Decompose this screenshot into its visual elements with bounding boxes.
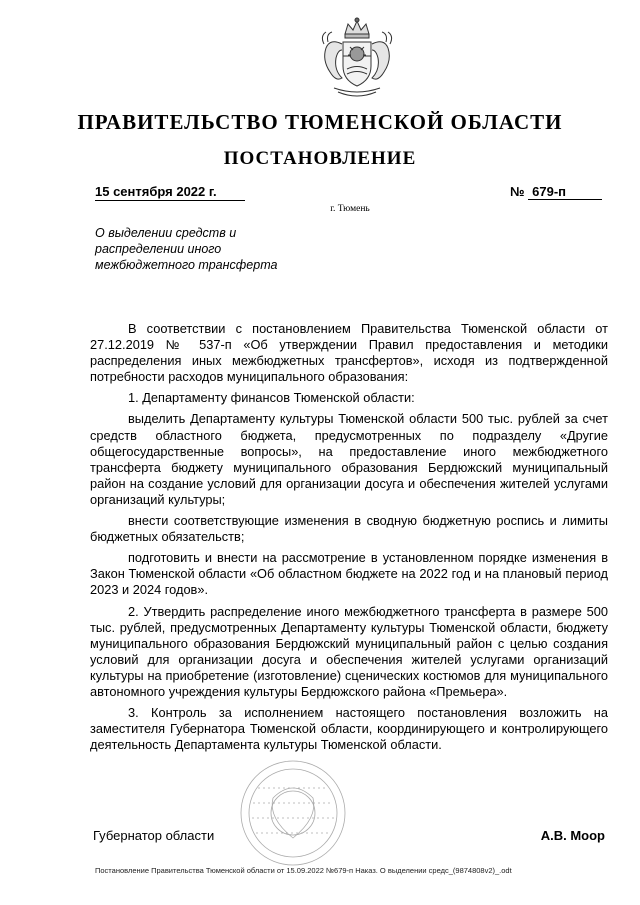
- subject-line: О выделении средств и: [95, 226, 237, 240]
- body-paragraph-preamble: В соответствии с постановлением Правительства Тюменской области от 27.12.2019 № 537-п «Об утверждении Правил предоставления и методики распределения иных межбюджетных трансфертов», исходя из подтвержденной потребности расходов муниципального образования:: [90, 321, 608, 385]
- document-footer: Постановление Правительства Тюменской области от 15.09.2022 №679-п Наказ. О выделении средс_(9874808v2)_.odt: [95, 866, 512, 875]
- body-paragraph-item-2: 2. Утвердить распределение иного межбюджетного трансферта в размере 500 тыс. рублей, предусмотренных Департаменту культуры Тюменской области, бюджету муниципального образования Бердюжский муниципальный район с целью создания условий для организации досуга и обеспечения жителей услугами организаций культуры на приобретение (изготовление) сценических костюмов для муниципального автономного учреждения культуры Бердюжского района «Премьера».: [90, 603, 608, 699]
- body-paragraph-amend-budget: внести соответствующие изменения в сводную бюджетную роспись и лимиты бюджетных обязательств;: [90, 513, 608, 545]
- document-date: 15 сентября 2022 г.: [95, 184, 245, 201]
- body-paragraph-prepare-law: подготовить и внести на рассмотрение в установленном порядке изменения в Закон Тюменской области «Об областном бюджете на 2022 год и на плановый период 2023 и 2024 годов».: [90, 550, 608, 598]
- number-value: 679-п: [528, 184, 602, 200]
- document-subject: [95, 225, 315, 273]
- signatory-name: А.В. Моор: [540, 828, 605, 843]
- official-seal-stamp: [238, 758, 348, 868]
- number-sign: №: [510, 184, 525, 199]
- signature-block: [93, 828, 605, 848]
- subject-line: межбюджетного трансферта: [95, 258, 278, 272]
- subject-line: распределении иного: [95, 242, 222, 256]
- document-city: г. Тюмень: [330, 204, 370, 214]
- body-paragraph-item-1: 1. Департаменту финансов Тюменской области:: [128, 390, 415, 406]
- body-paragraph-allocate: выделить Департаменту культуры Тюменской области 500 тыс. рублей за счет средств областного бюджета, предусмотренных по подразделу «Другие общегосударственные вопросы», на предоставление иного межбюджетного трансферта бюджету муниципального образования Бердюжский муниципальный район на создание условий для организации досуга и обеспечения жителей услугами организаций культуры;: [90, 411, 608, 507]
- document-body: [90, 321, 608, 758]
- organization-title: ПРАВИТЕЛЬСТВО ТЮМЕНСКОЙ ОБЛАСТИ: [77, 110, 563, 134]
- signatory-position: Губернатор области: [93, 828, 215, 843]
- document-type-title: ПОСТАНОВЛЕНИЕ: [223, 148, 417, 169]
- body-paragraph-item-3: 3. Контроль за исполнением настоящего постановления возложить на заместителя Губернатора Тюменской области, координирующего и контролирующего деятельность Департамента культуры Тюменской области.: [90, 705, 608, 753]
- document-number: [510, 184, 605, 200]
- coat-of-arms-emblem: [312, 14, 402, 104]
